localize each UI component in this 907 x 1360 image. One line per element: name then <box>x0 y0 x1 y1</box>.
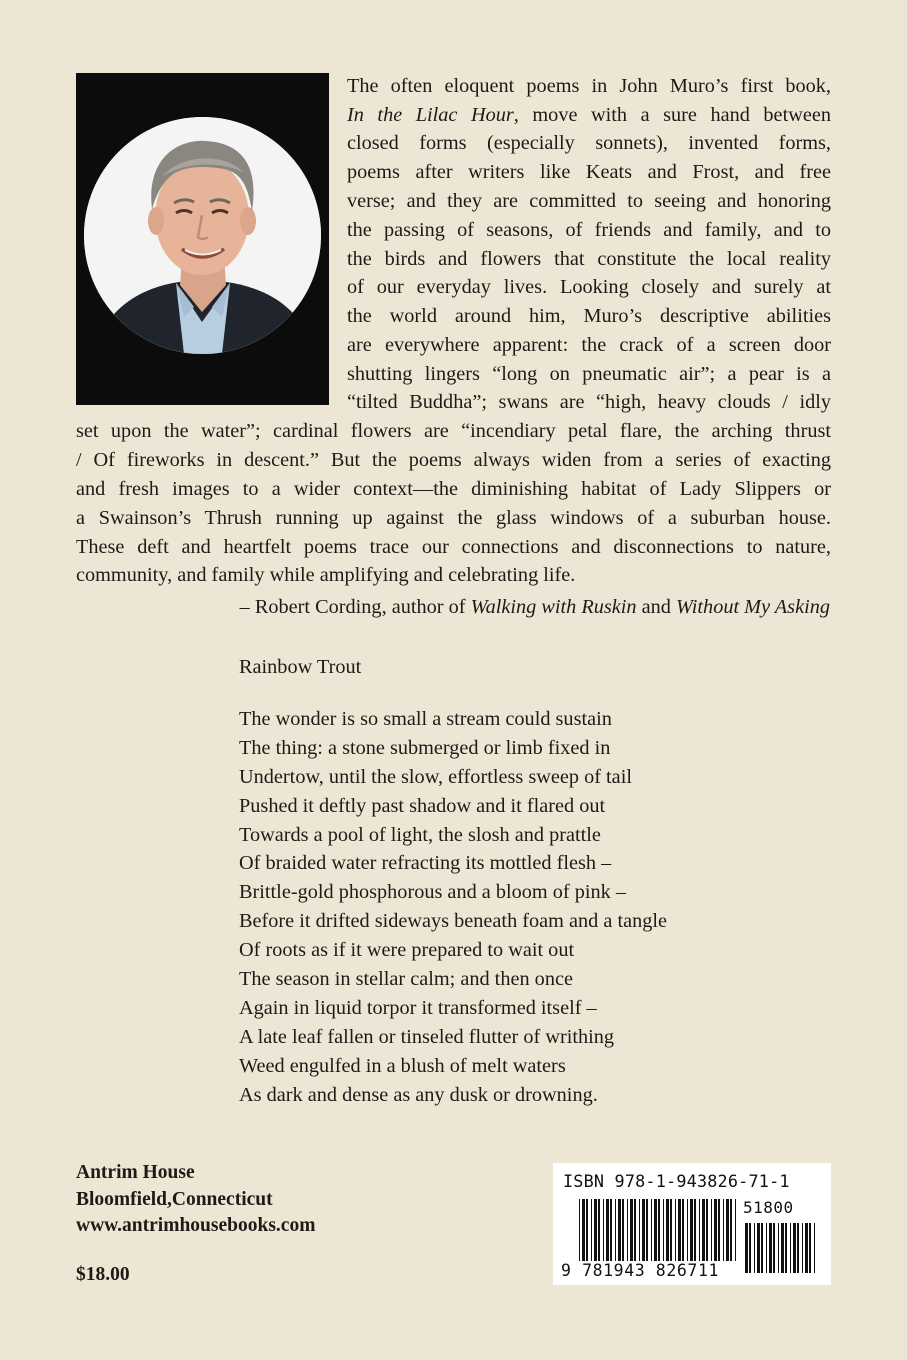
blurb-line: These deft and heartfelt poems trace our connections and disconnections to nature, <box>76 536 831 558</box>
poem-line: Undertow, until the slow, effortless sweep of tail <box>239 765 632 788</box>
blurb-line: set upon the water”; cardinal flowers are “incendiary petal flare, the arching thrust <box>76 420 831 442</box>
barcode-bar <box>778 1223 779 1273</box>
barcode-bar <box>639 1199 640 1261</box>
barcode-bar <box>706 1199 708 1261</box>
barcode-bar <box>594 1199 597 1261</box>
barcode-bar <box>682 1199 684 1261</box>
barcode-bar <box>658 1199 660 1261</box>
publisher-info <box>76 1160 315 1240</box>
isbn-label: ISBN 978-1-943826-71-1 <box>563 1171 790 1191</box>
poem-line: Before it drifted sideways beneath foam and a tangle <box>239 910 667 933</box>
ean-barcode-bars <box>579 1199 739 1263</box>
barcode-bar <box>749 1223 751 1273</box>
poem-line: Of roots as if it were prepared to wait out <box>239 939 575 962</box>
barcode-bar <box>754 1223 755 1273</box>
barcode-bar <box>793 1223 796 1273</box>
attribution-book-1: Walking with Ruskin <box>470 596 637 618</box>
barcode-bar <box>718 1199 720 1261</box>
publisher-website: www.antrimhousebooks.com <box>76 1215 316 1236</box>
barcode-bar <box>805 1223 808 1273</box>
book-title: In the Lilac Hour <box>347 104 514 126</box>
poem-line: The thing: a stone submerged or limb fixed in <box>239 736 611 759</box>
publisher-location: Bloomfield,Connecticut <box>76 1188 273 1210</box>
poem-line: Weed engulfed in a blush of melt waters <box>239 1054 566 1077</box>
barcode-bar <box>687 1199 688 1261</box>
barcode-bar <box>586 1199 588 1261</box>
barcode-bar <box>582 1199 585 1261</box>
poem-line: The wonder is so small a stream could sustain <box>239 707 612 730</box>
barcode-bar <box>627 1199 628 1261</box>
barcode-bar <box>678 1199 681 1261</box>
addon-barcode-bars <box>745 1223 819 1275</box>
barcode-bar <box>711 1199 712 1261</box>
barcode-bar <box>802 1223 803 1273</box>
barcode-bar <box>630 1199 633 1261</box>
barcode-bar <box>675 1199 676 1261</box>
barcode-bar <box>809 1223 811 1273</box>
blurb-line: shutting lingers “long on pneumatic air”; a pear is a <box>347 363 831 385</box>
barcode-bar <box>579 1199 580 1261</box>
blurb-line-rest: , move with a sure hand between <box>513 104 831 126</box>
barcode-bar <box>769 1223 772 1273</box>
isbn-addon-digits: 51800 <box>743 1198 794 1217</box>
barcode-bar <box>694 1199 696 1261</box>
blurb-line: a Swainson’s Thrush running up against the glass windows of a suburban house. <box>76 507 831 529</box>
barcode-bar <box>622 1199 624 1261</box>
barcode-bar <box>814 1223 815 1273</box>
barcode-bar <box>761 1223 763 1273</box>
ean-digits: 9 781943 826711 <box>561 1261 720 1280</box>
blurb-line: The often eloquent poems in John Muro’s first book, <box>347 75 831 97</box>
blurb-line: / Of fireworks in descent.” But the poems always widen from a series of exacting <box>76 449 831 471</box>
barcode-bar <box>591 1199 592 1261</box>
barcode-bar <box>797 1223 799 1273</box>
poem-line: The season in stellar calm; and then once <box>239 968 573 991</box>
barcode-bar <box>606 1199 609 1261</box>
barcode-bar <box>663 1199 664 1261</box>
barcode-bar <box>723 1199 724 1261</box>
barcode-bar <box>745 1223 748 1273</box>
poem-line: Of braided water refracting its mottled flesh – <box>239 852 612 875</box>
poem-line: As dark and dense as any dusk or drowning. <box>239 1083 598 1106</box>
isbn-barcode <box>553 1163 831 1285</box>
price: $18.00 <box>76 1264 130 1285</box>
poem-line: Towards a pool of light, the slosh and prattle <box>239 823 601 846</box>
barcode-bar <box>790 1223 791 1273</box>
barcode-bar <box>757 1223 760 1273</box>
barcode-bar <box>615 1199 616 1261</box>
blurb-line: of our everyday lives. Looking closely and surely at <box>347 276 831 298</box>
poem-line: Pushed it deftly past shadow and it flared out <box>239 794 606 817</box>
poem <box>239 653 667 1110</box>
blurb-line: closed forms (especially sonnets), invented forms, <box>347 132 831 154</box>
barcode-bar <box>714 1199 717 1261</box>
barcode-bar <box>618 1199 621 1261</box>
attribution-book-2: Without My Asking <box>676 596 830 618</box>
barcode-bar <box>634 1199 636 1261</box>
poem-line: Again in liquid torpor it transformed itself – <box>239 996 597 1019</box>
barcode-bar <box>670 1199 672 1261</box>
barcode-bar <box>603 1199 604 1261</box>
barcode-bar <box>702 1199 705 1261</box>
barcode-bar <box>598 1199 600 1261</box>
barcode-bar <box>666 1199 669 1261</box>
blurb-line: poems after writers like Keats and Frost, and free <box>347 161 831 183</box>
barcode-bar <box>610 1199 612 1261</box>
barcode-bar <box>766 1223 767 1273</box>
blurb-line: and fresh images to a wider context—the diminishing habitat of Lady Slippers or <box>76 478 831 500</box>
poem-title: Rainbow Trout <box>239 656 362 678</box>
barcode-bar <box>651 1199 652 1261</box>
barcode-bar <box>785 1223 787 1273</box>
blurb-line: community, and family while amplifying and celebrating life. <box>76 564 576 586</box>
barcode-bar <box>646 1199 648 1261</box>
barcode-bar <box>726 1199 729 1261</box>
barcode-bar <box>730 1199 732 1261</box>
blurb-line: the world around him, Muro’s descriptive abilities <box>347 305 831 327</box>
review-blurb <box>0 0 907 640</box>
barcode-bar <box>781 1223 784 1273</box>
barcode-bar <box>642 1199 645 1261</box>
barcode-bar <box>654 1199 657 1261</box>
review-attribution <box>240 596 830 619</box>
blurb-line: the passing of seasons, of friends and family, and to <box>347 219 831 241</box>
blurb-line: “tilted Buddha”; swans are “high, heavy clouds / idly <box>347 391 831 413</box>
blurb-line: are everywhere apparent: the crack of a screen door <box>347 334 831 356</box>
poem-line: Brittle-gold phosphorous and a bloom of pink – <box>239 881 626 904</box>
blurb-line: the birds and flowers that constitute the local reality <box>347 248 831 270</box>
blurb-line <box>347 101 831 130</box>
barcode-bar <box>735 1199 736 1261</box>
barcode-bar <box>773 1223 775 1273</box>
attribution-prefix: – Robert Cording, author of <box>239 596 471 618</box>
barcode-bar <box>690 1199 693 1261</box>
publisher-name: Antrim House <box>76 1162 195 1183</box>
barcode-bar <box>699 1199 700 1261</box>
attribution-and: and <box>636 596 677 618</box>
blurb-line: verse; and they are committed to seeing and honoring <box>347 190 831 212</box>
poem-line: A late leaf fallen or tinseled flutter of writhing <box>239 1025 615 1048</box>
